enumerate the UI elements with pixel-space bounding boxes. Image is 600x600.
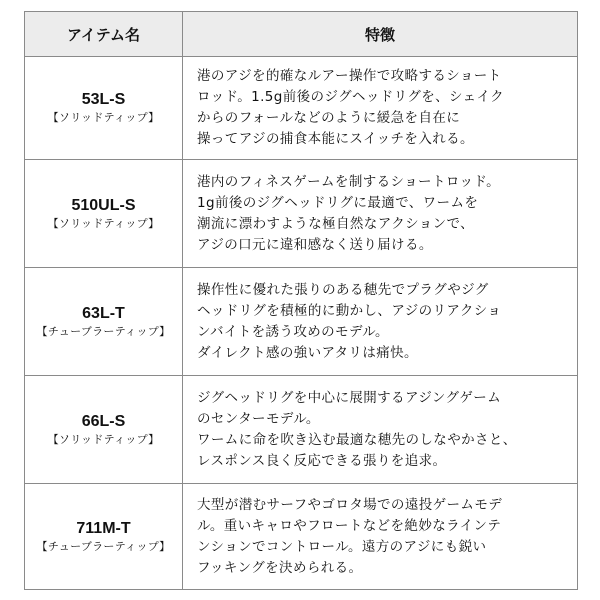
item-name: 66L-S — [81, 412, 126, 430]
table-row — [25, 484, 578, 590]
item-tip-type: 【ソリッドティップ】 — [47, 432, 160, 446]
feature-line: 港のアジを的確なルアー操作で攻略するショート — [197, 68, 502, 84]
item-tip-type: 【チューブラーティップ】 — [36, 324, 171, 338]
feature-line: レスポンス良く反応できる張りを追求。 — [197, 452, 447, 469]
feature-line: のセンターモデル。 — [197, 410, 320, 427]
item-cell — [25, 268, 183, 376]
feature-line: ンションでコントロール。遠方のアジにも鋭い — [197, 538, 487, 555]
feature-line: 操作性に優れた張りのある穂先でプラグやジグ — [197, 281, 489, 298]
features-cell — [183, 268, 578, 376]
item-name: 510UL-S — [71, 196, 136, 214]
item-cell — [25, 376, 183, 484]
feature-line: ジグヘッドリグを中心に展開するアジングゲーム — [197, 389, 502, 406]
feature-line: ダイレクト感の強いアタリは痛快。 — [197, 344, 418, 361]
rod-spec-table — [24, 11, 578, 590]
item-tip-type: 【チューブラーティップ】 — [36, 539, 171, 553]
table-row — [25, 376, 578, 484]
features-cell — [183, 57, 578, 160]
feature-line: 大型が潜むサーフやゴロタ場での遠投ゲームモデ — [197, 496, 503, 513]
table-header-row — [25, 12, 578, 57]
feature-line: アジの口元に違和感なく送り届ける。 — [197, 236, 433, 253]
feature-line: からのフォールなどのように緩急を自在に — [197, 110, 461, 126]
item-name: 711M-T — [76, 519, 131, 537]
item-tip-type: 【ソリッドティップ】 — [47, 216, 160, 230]
feature-line: 1g前後のジグヘッドリグに最適で、ワームを — [197, 194, 479, 211]
feature-line: ル。重いキャロやフロートなどを絶妙なラインテ — [197, 517, 502, 534]
item-tip-type: 【ソリッドティップ】 — [47, 111, 160, 124]
feature-line: ワームに命を吹き込む最適な穂先のしなやかさと、 — [197, 431, 517, 448]
header-item-name: アイテム名 — [25, 12, 183, 57]
header-features: 特徴 — [183, 12, 578, 57]
feature-line: ロッド。1.5g前後のジグヘッドリグを、シェイク — [197, 89, 505, 105]
table-row — [25, 268, 578, 376]
feature-line: フッキングを決められる。 — [197, 559, 363, 576]
feature-line: 操ってアジの捕食本能にスイッチを入れる。 — [197, 131, 474, 147]
feature-line: 潮流に漂わすような極自然なアクションで、 — [197, 215, 475, 232]
table-row — [25, 57, 578, 160]
feature-line: 港内のフィネスゲームを制するショートロッド。 — [197, 173, 500, 190]
features-cell — [183, 160, 578, 268]
item-cell — [25, 57, 183, 160]
item-name: 53L-S — [81, 91, 126, 108]
features-cell — [183, 484, 578, 590]
item-cell — [25, 484, 183, 590]
feature-line: ンバイトを誘う攻めのモデル。 — [197, 323, 389, 340]
table-row — [25, 160, 578, 268]
item-cell — [25, 160, 183, 268]
feature-line: ヘッドリグを積極的に動かし、アジのリアクショ — [197, 302, 502, 319]
item-name: 63L-T — [82, 304, 125, 322]
features-cell — [183, 376, 578, 484]
